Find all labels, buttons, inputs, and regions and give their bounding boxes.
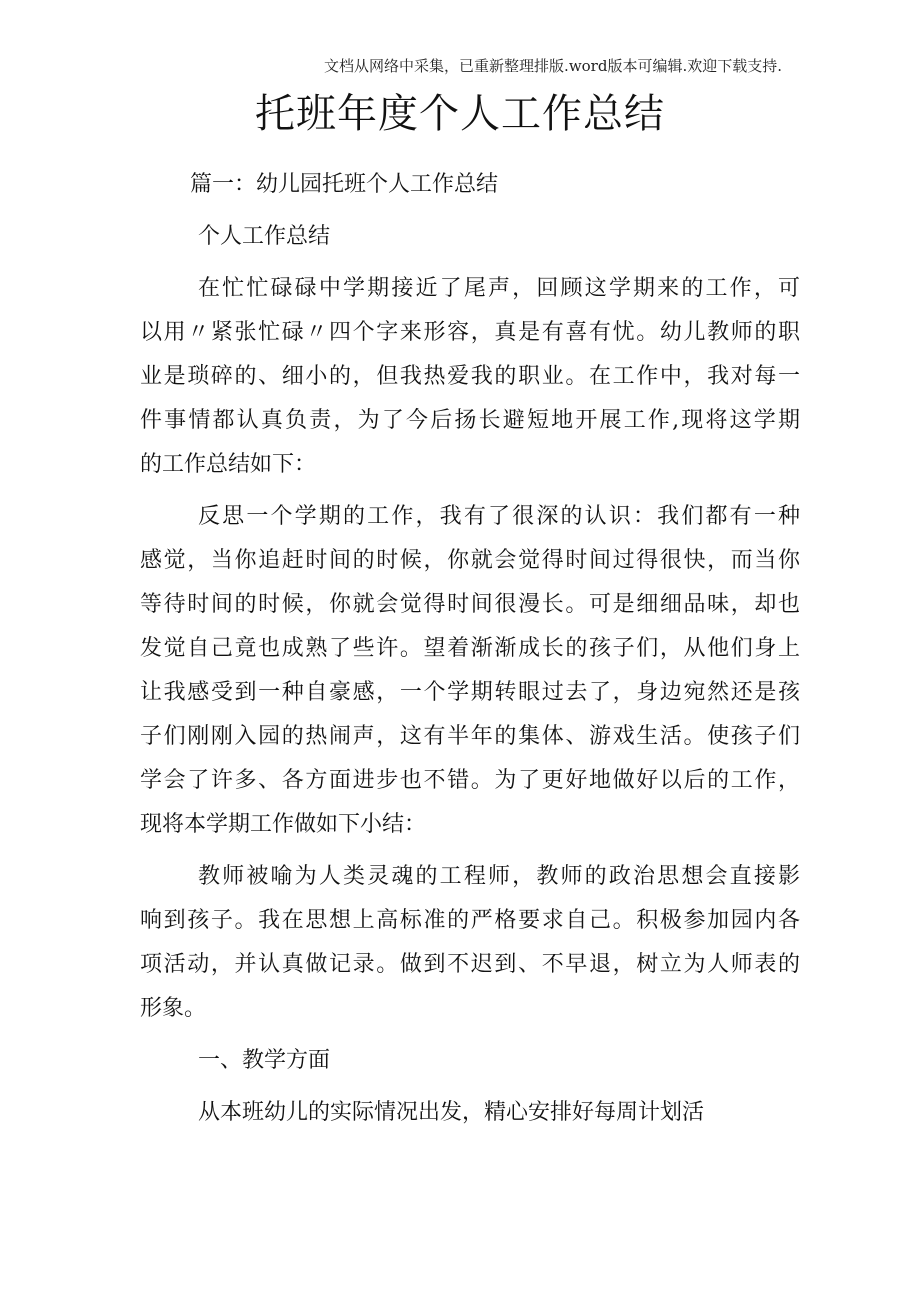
subtitle: 篇一：幼儿园托班个人工作总结 (190, 172, 499, 197)
paragraph-line: 的工作总结如下： (140, 452, 317, 477)
paragraph-1 (140, 267, 800, 487)
teaching-heading: 一、教学方面 (198, 1048, 331, 1073)
paragraph-line: 子们刚刚入园的热闹声，这有半年的集体、游戏生活。使孩子们 (140, 724, 800, 749)
paragraph-2 (140, 495, 800, 847)
paragraph-line: 感觉，当你追赶时间的时候，你就会觉得时间过得很快，而当你 (140, 548, 800, 573)
document-title: 托班年度个人工作总结 (255, 91, 665, 137)
paragraph-line: 反思一个学期的工作，我有了很深的认识：我们都有一种 (198, 504, 800, 529)
section-heading: 个人工作总结 (198, 224, 331, 249)
paragraph-line: 以用〃紧张忙碌〃四个字来形容，真是有喜有忧。幼儿教师的职 (140, 320, 800, 345)
paragraph-line: 教师被喻为人类灵魂的工程师，教师的政治思想会直接影 (198, 864, 800, 889)
header-note: 文档从网络中采集，已重新整理排版.word版本可编辑.欢迎下载支持. (324, 57, 782, 75)
paragraph-3 (140, 855, 800, 1031)
paragraph-line: 现将本学期工作做如下小结： (140, 812, 427, 837)
paragraph-line: 响到孩子。我在思想上高标准的严格要求自己。积极参加园内各 (140, 908, 800, 933)
paragraph-line: 形象。 (140, 996, 207, 1021)
paragraph-line: 件事情都认真负责，为了今后扬长避短地开展工作,现将这学期 (140, 408, 800, 433)
paragraph-line: 业是琐碎的、细小的，但我热爱我的职业。在工作中，我对每一 (140, 364, 800, 389)
paragraph-line: 在忙忙碌碌中学期接近了尾声，回顾这学期来的工作，可 (198, 276, 800, 301)
document-body (140, 163, 800, 1135)
paragraph-line: 让我感受到一种自豪感，一个学期转眼过去了，身边宛然还是孩 (140, 680, 800, 705)
paragraph-line: 等待时间的时候，你就会觉得时间很漫长。可是细细品味，却也 (140, 592, 800, 617)
paragraph-line: 从本班幼儿的实际情况出发，精心安排好每周计划活 (198, 1100, 705, 1125)
paragraph-4 (140, 1091, 800, 1135)
paragraph-line: 项活动，并认真做记录。做到不迟到、不早退，树立为人师表的 (140, 952, 800, 977)
paragraph-line: 发觉自己竟也成熟了些许。望着渐渐成长的孩子们，从他们身上 (140, 636, 800, 661)
paragraph-line: 学会了许多、各方面进步也不错。为了更好地做好以后的工作， (140, 768, 800, 793)
